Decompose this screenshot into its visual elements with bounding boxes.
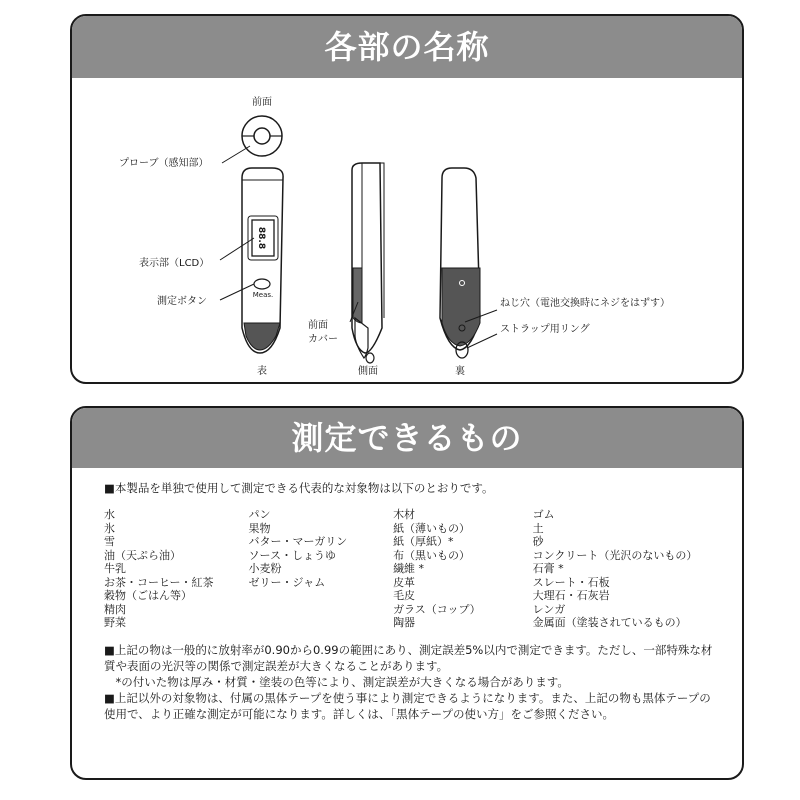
object-item: 皮革 xyxy=(393,575,416,589)
object-column-3 xyxy=(393,508,533,630)
parts-names-title: 各部の名称 xyxy=(72,16,742,78)
measurable-objects-title: 測定できるもの xyxy=(72,408,742,468)
lcd-digits: 88.8 xyxy=(256,226,266,250)
probe-front-view xyxy=(242,116,282,156)
measurable-objects-panel xyxy=(70,406,744,780)
measurable-objects-body xyxy=(104,480,722,722)
device-diagram xyxy=(72,78,744,384)
parts-names-panel xyxy=(70,14,744,384)
object-item: 土 xyxy=(532,521,544,535)
object-item: 布（黒いもの） xyxy=(393,548,471,562)
object-item: バター・マーガリン xyxy=(248,535,348,548)
object-item: ソース・しょうゆ xyxy=(248,548,336,562)
object-item: 大理石・石灰岩 xyxy=(532,589,610,602)
notes xyxy=(104,642,722,722)
side-view-caption: 側面 xyxy=(358,366,378,377)
device-side-view xyxy=(352,163,384,363)
front-cover-label-2: カバー xyxy=(308,334,338,345)
object-item: スレート・石板 xyxy=(532,575,610,589)
object-item: 水 xyxy=(104,508,115,521)
object-item: 牛乳 xyxy=(104,562,126,575)
intro-text: ■本製品を単独で使用して測定できる代表的な対象物は以下のとおりです。 xyxy=(104,481,494,495)
measure-button[interactable] xyxy=(254,279,270,289)
object-item: 果物 xyxy=(248,521,271,535)
note-blackbody-tape: ■上記以外の対象物は、付属の黒体テープを使う事により測定できるようになります。また、上記の物も黒体テープの使用で、より正確な測定が可能になります。詳しくは、「黒体テープの使い方」をご参照ください。 xyxy=(104,690,711,721)
object-item: 砂 xyxy=(532,535,544,548)
note-emissivity: ■上記の物は一般的に放射率が0.90から0.99の範囲にあり、測定誤差5%以内で測定できます。ただし、一部特殊な材質や表面の光沢等の関係で測定誤差が大きくなることがあります。 xyxy=(104,642,713,673)
note-asterisk: *の付いた物は厚み・材質・塗装の色等により、測定誤差が大きくなる場合があります。 xyxy=(104,674,569,689)
object-item: 紙（厚紙）* xyxy=(393,535,454,548)
object-item: 紙（薄いもの） xyxy=(393,521,471,535)
object-item: レンガ xyxy=(532,602,566,616)
object-item: コンクリート（光沢のないもの） xyxy=(532,548,698,562)
object-item: 精肉 xyxy=(104,602,126,616)
strap-ring-label: ストラップ用リング xyxy=(500,324,590,335)
object-columns xyxy=(104,508,722,630)
object-item: お茶・コーヒー・紅茶 xyxy=(104,575,214,589)
object-item: 繊維 * xyxy=(393,562,425,575)
back-view-caption: 裏 xyxy=(455,366,465,377)
object-item: 小麦粉 xyxy=(248,562,282,575)
object-column-2 xyxy=(249,508,394,630)
device-back-view xyxy=(440,168,480,358)
front-view-caption: 表 xyxy=(257,366,267,377)
object-item: パン xyxy=(248,508,271,521)
device-front-view xyxy=(242,168,283,353)
button-text: Meas. xyxy=(252,291,274,299)
object-item: 木材 xyxy=(393,508,416,521)
object-item: ゴム xyxy=(532,508,555,521)
object-item: 毛皮 xyxy=(393,589,416,602)
object-item: 陶器 xyxy=(393,616,416,629)
screw-hole-label: ねじ穴（電池交換時にネジをはずす） xyxy=(500,298,670,309)
front-cover-label-1: 前面 xyxy=(308,320,328,331)
probe-label: プローブ（感知部） xyxy=(119,158,209,169)
object-item: ゼリー・ジャム xyxy=(248,575,326,589)
front-top-label: 前面 xyxy=(252,97,272,108)
object-column-4 xyxy=(533,508,722,630)
object-item: ガラス（コップ） xyxy=(393,602,481,616)
object-item: 石膏 * xyxy=(532,562,564,575)
object-item: 野菜 xyxy=(104,616,126,629)
object-item: 穀物（ごはん等） xyxy=(104,589,192,602)
object-item: 油（天ぷら油） xyxy=(104,548,181,562)
object-column-1 xyxy=(104,508,249,630)
object-item: 金属面（塗装されているもの） xyxy=(532,616,687,629)
lcd-label: 表示部（LCD） xyxy=(139,258,210,269)
object-item: 氷 xyxy=(104,521,115,535)
button-label: 測定ボタン xyxy=(157,296,207,307)
object-item: 雪 xyxy=(104,535,115,548)
